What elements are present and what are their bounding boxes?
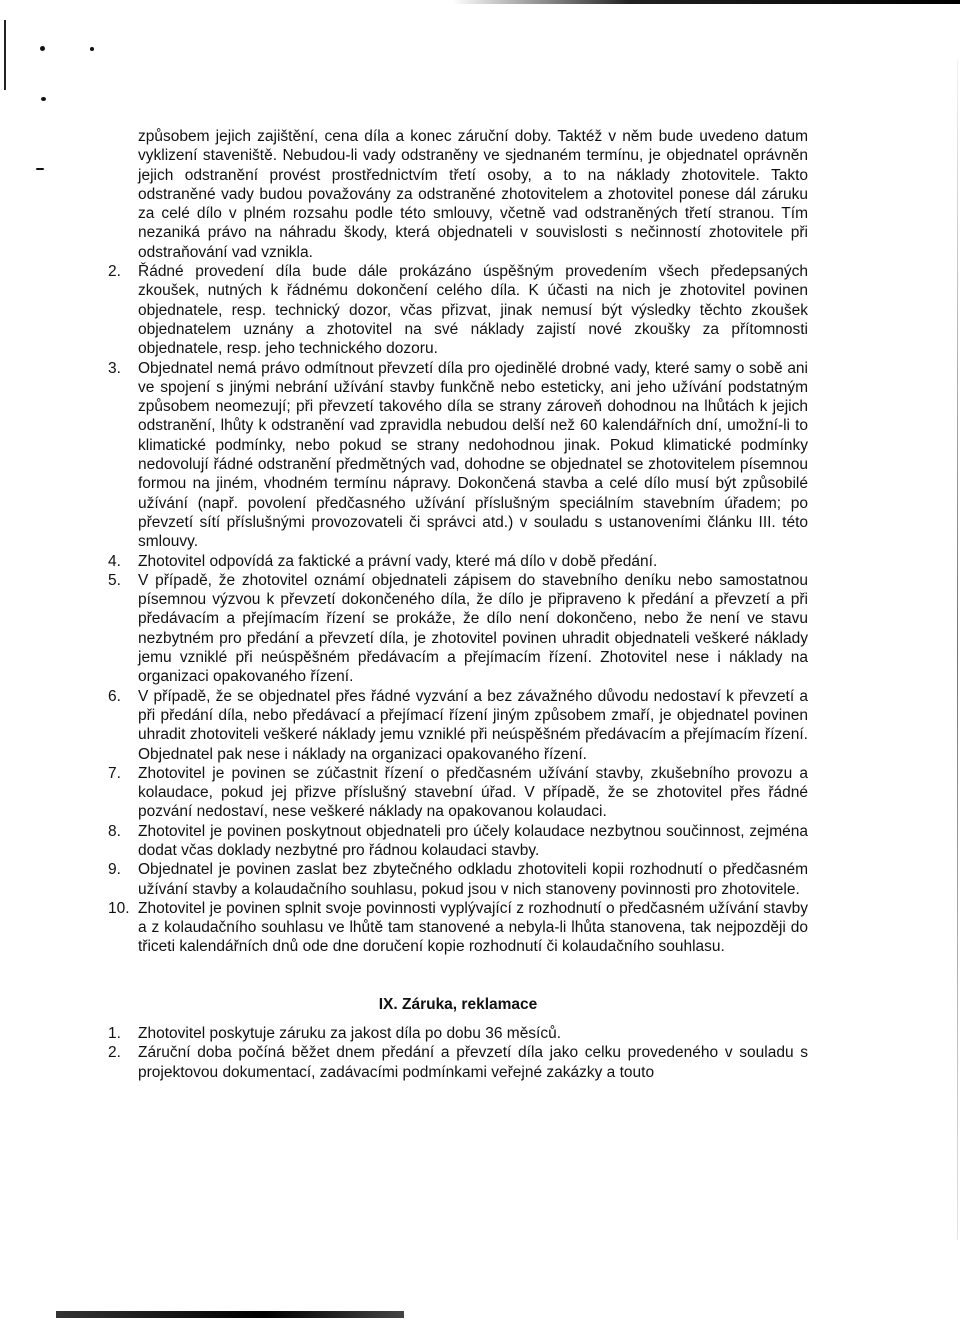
item-number: 1.: [108, 1025, 121, 1043]
item-number: 7.: [108, 764, 121, 782]
list-item: [108, 1043, 808, 1082]
item-number: 8.: [108, 822, 121, 840]
item-number: 3.: [108, 359, 121, 377]
item-number: 2.: [108, 263, 121, 281]
scan-artifact-bottom: [56, 1311, 404, 1318]
item-text: Objednatel je povinen zaslat bez zbytečného odkladu zhotoviteli kopii rozhodnutí o předčasném užívání stavby a kolaudačního souhlasu, pokud jsou v nich stanoveny povinnosti pro zhotovitele.: [138, 861, 808, 898]
warranty-clause-list: [108, 1024, 808, 1082]
clause-list: [108, 262, 808, 957]
list-item: [108, 764, 808, 822]
item-text: Řádné provedení díla bude dále prokázáno úspěšným provedením všech předepsaných zkoušek, nutných k řádnému dokončení celého díla. K účasti na nich je zhotovitel povinen objednatele, resp. technický dozor, včas přizvat, jinak nemusí být výsledky těchto zkoušek objednatelem uznány a zhotovitel na své náklady zajistí nové zkoušky za přítomnosti objednatele, resp. jeho technického dozoru.: [138, 263, 808, 358]
item-text: Záruční doba počíná běžet dnem předání a převzetí díla jako celku provedeného v souladu s projektovou dokumentací, zadávacími podmínkami veřejné zakázky a touto: [138, 1044, 808, 1081]
list-item: [108, 860, 808, 899]
section-heading: IX. Záruka, reklamace: [378, 995, 538, 1013]
scan-speck: [36, 168, 44, 170]
scan-speck: [90, 47, 94, 51]
item-text: V případě, že zhotovitel oznámí objednateli zápisem do stavebního deníku nebo samostatnou písemnou výzvou k převzetí dokončeného díla, že dílo je připraveno k předání a převzetí a při předávacím a přejímacím řízení se prokáže, že dílo není dokončeno, nebo že není ve stavu nezbytném pro předání a převzetí díla, je zhotovitel povinen uhradit objednateli veškeré náklady jemu vzniklé při neúspěšném předávacím a přejímacím řízení. Zhotovitel nese i náklady na organizaci opakovaného řízení.: [138, 571, 808, 686]
item-text: Zhotovitel poskytuje záruku za jakost díla po dobu 36 měsíců.: [138, 1025, 562, 1043]
item-text: Zhotovitel je povinen splnit svoje povinnosti vyplývající z rozhodnutí o předčasném užívání stavby a z kolaudačního souhlasu ve lhůtě tam stanovené a nebyla-li lhůta stanovena, tak nejpozději do třiceti kalendářních dnů ode dne doručení kopie rozhodnutí či kolaudačního souhlasu.: [138, 899, 808, 956]
item-text: Objednatel nemá právo odmítnout převzetí díla pro ojedinělé drobné vady, které samy o sobě ani ve spojení s jinými nebrání užívání stavby funkčně nebo esteticky, ani jeho užívání podstatným způsobem neomezují; při převzetí takového díla se strany zároveň dohodnou na lhůtách k jejich odstranění, lhůty k odstranění vad zpravidla nebudou delší než 60 kalendářních dní, umožní-li to klimatické podmínky, nebo pokud se strany nedohodnou jinak. Pokud klimatické podmínky nedovolují řádné odstranění předmětných vad, dohodne se objednatel se zhotovitelem písemnou formou na jiném, vhodném termínu nápravy. Dokončená stavba a celé dílo musí být způsobilé užívání (např. povolení předčasného užívání příslušným speciálním stavebním úřadem; po převzetí sítí příslušnými provozovateli či správci atd.) v souladu s ustanoveními článku III. této smlouvy.: [138, 359, 808, 551]
item-text: Zhotovitel je povinen poskytnout objednateli pro účely kolaudace nezbytnou součinnost, zejména dodat včas doklady nezbytné pro řádnou kolaudaci stavby.: [138, 822, 808, 859]
item-number: 10.: [108, 899, 130, 917]
list-item: [108, 1024, 808, 1043]
scan-artifact-left: [4, 20, 6, 90]
list-item: [108, 262, 808, 358]
scan-artifact-top: [452, 0, 960, 4]
scan-speck: [41, 97, 46, 101]
scan-artifact-right: [957, 60, 958, 1240]
item-number: 2.: [108, 1044, 121, 1062]
scan-speck: [40, 46, 45, 51]
item-number: 5.: [108, 571, 121, 589]
item-number: 9.: [108, 861, 121, 879]
item-number: 6.: [108, 687, 121, 705]
document-page: [108, 127, 808, 1082]
list-item: [108, 359, 808, 552]
item-text: V případě, že se objednatel přes řádné vyzvání a bez závažného důvodu nedostaví k převzetí a při předání díla, nebo předávací a přejímací řízení jiným způsobem zmaří, je objednatel povinen uhradit zhotoviteli veškeré náklady jemu vzniklé při neúspěšném předávacím a přejímacím řízení. Objednatel pak nese i náklady na organizaci opakovaného řízení.: [138, 687, 808, 763]
item-text: Zhotovitel je povinen se zúčastnit řízení o předčasném užívání stavby, zkušebního provozu a kolaudace, pokud jej přizve příslušný stavební úřad. V případě, že se zhotovitel přes řádné pozvání nedostaví, nese veškeré náklady na opakovanou kolaudaci.: [138, 764, 808, 821]
list-item: [108, 552, 808, 571]
list-item: [108, 571, 808, 687]
item-number: 4.: [108, 552, 121, 570]
item-text: Zhotovitel odpovídá za faktické a právní vady, které má dílo v době předání.: [138, 552, 658, 570]
list-item: [108, 899, 808, 957]
list-item: [108, 822, 808, 861]
intro-paragraph: způsobem jejich zajištění, cena díla a konec záruční doby. Taktéž v něm bude uvedeno datum vyklizení staveniště. Nebudou-li vady odstraněny ve sjednaném termínu, je objednatel oprávněn jejich odstranění provést prostřednictvím třetí osoby, a to na náklady zhotovitele. Takto odstraněné vady budou považovány za odstraněné zhotovitelem a zhotovitel ponese dál záruku za celé dílo v plném rozsahu podle této smlouvy, včetně vad odstraněných třetí stranou. Tím nezaniká právo na náhradu škody, která objednateli v souvislosti s nečinností zhotovitele při odstraňování vad vznikla.: [138, 128, 808, 261]
list-item: [108, 687, 808, 764]
